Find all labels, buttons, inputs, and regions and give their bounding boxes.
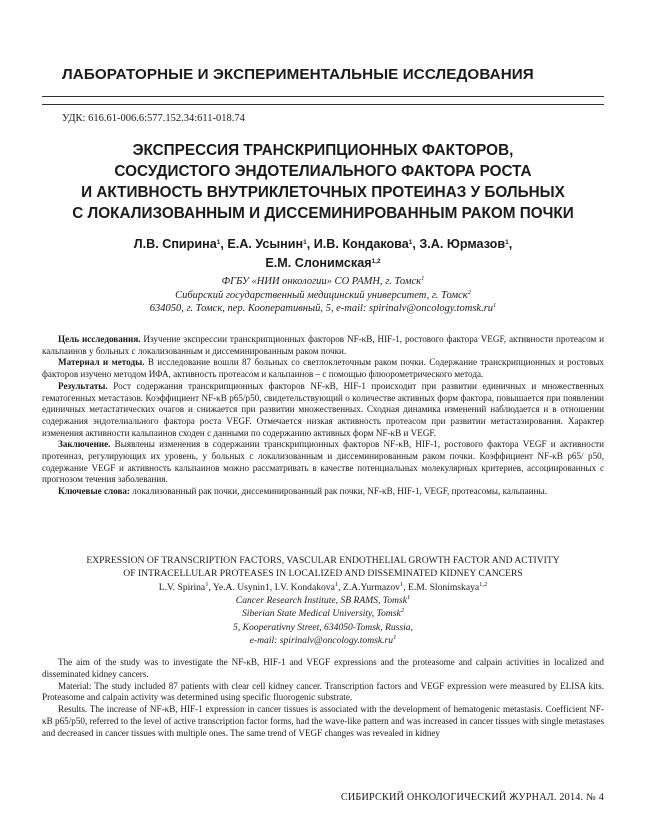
- author-sep: ,: [306, 237, 314, 251]
- article-title: [30, 140, 616, 224]
- abstract-en-paragraph: Results. The increase of NF-κB, HIF-1 expression in cancer tissues is associated with the development of hematogenic metastasis. Coefficient NF-κB p65/p50, referred to the level of active transcription factor forms, had the wave-like pattern and was increased in cancer tissues with single metastases and decreased in cancer tissues with multiple ones. The same trend of VEGF changes was revealed in kidney: [42, 704, 604, 738]
- author-sup: 1: [408, 239, 413, 246]
- author-en-sup: 1: [334, 581, 339, 588]
- abstract-label: Результаты.: [58, 380, 108, 391]
- abstract-en: [42, 657, 604, 740]
- affiliation-en-text: Cancer Research Institute, SB RAMS, Tomsk: [235, 595, 407, 607]
- affiliation-en-text: 5, Kooperativny Street, 634050-Tomsk, Russia,: [233, 621, 413, 633]
- author-en-name: L.V. Spirina: [158, 582, 206, 593]
- author-list: [30, 235, 616, 273]
- author-en-line: [30, 581, 616, 594]
- abstract-en-paragraph: The aim of the study was to investigate the NF-κB, HIF-1 and VEGF expressions and the proteasome and calpain activities in localized and disseminated kidney cancers.: [42, 657, 604, 679]
- authors-en-block: [30, 581, 616, 647]
- affiliations: [30, 275, 616, 316]
- divider-top: [42, 96, 604, 97]
- affiliation-en-text: Siberian State Medical University, Tomsk: [242, 608, 401, 620]
- author-en-sep: ,: [403, 582, 408, 593]
- abstract-paragraph: [42, 334, 604, 357]
- affiliation-line: [30, 289, 616, 303]
- abstract-paragraph: [42, 357, 604, 380]
- affiliation-en-line: [30, 621, 616, 634]
- affiliation-line: [30, 302, 616, 316]
- author-en-sep: ,: [338, 582, 343, 593]
- affiliation-text: Сибирский государственный медицинский университет, г. Томск: [175, 289, 468, 301]
- author-sup: 1: [216, 239, 221, 246]
- abstract-text: локализованный рак почки, диссеминированный рак почки, NF-κB, HIF-1, VEGF, протеасомы, кальпаины.: [129, 486, 547, 497]
- author-en-sup: 1,2: [479, 581, 488, 588]
- affiliation-en-line: [30, 594, 616, 607]
- title-en-line: EXPRESSION OF TRANSCRIPTION FACTORS, VASCULAR ENDOTHELIAL GROWTH FACTOR AND ACTIVITY: [86, 555, 560, 566]
- abstract-text: Изучение экспрессии транскрипционных факторов NF-κB, HIF-1, ростового фактора VEGF, активности протеасом и кальпаинов у больных с локализованным и диссеминированным раком почки.: [42, 334, 604, 356]
- author-en-sup: 1: [205, 581, 209, 588]
- divider-bottom: [42, 104, 604, 105]
- title-line: ЭКСПРЕССИЯ ТРАНСКРИПЦИОННЫХ ФАКТОРОВ,: [132, 142, 514, 159]
- abstract-paragraph: [42, 439, 604, 486]
- author-en-name: E.M. Slonimskaya: [407, 582, 480, 593]
- author-en-name: Z.A.Yurmazov: [342, 582, 400, 593]
- author-name: Л.В. Спирина: [133, 237, 217, 251]
- author-sup: 1,2: [371, 258, 381, 265]
- abstract-label: Цель исследования.: [58, 334, 141, 344]
- affiliation-text: ФГБУ «НИИ онкологии» СО РАМН, г. Томск: [221, 276, 422, 287]
- affiliation-en-sup: 1: [406, 594, 411, 602]
- author-name: З.А. Юрмазов: [419, 237, 506, 251]
- abstract-paragraph: [42, 486, 604, 498]
- abstract-text: Выявлены изменения в содержании транскрипционных факторов NF-κB, HIF-1, ростового фактора VEGF и активности протеиназ, регулирующих их уровень, у больных с локализованным и диссеминированным раком почки. Коэффициент NF-κB p65/ p50, содержание VEGF и активность кальпаинов можно рассматривать в качестве потенциальных молекулярных критериев, ассоциированных с прогнозом течения заболевания.: [42, 439, 604, 485]
- author-name: И.В. Кондакова: [313, 237, 409, 251]
- title-en-line: OF INTRACELLULAR PROTEASES IN LOCALIZED AND DISSEMINATED KIDNEY CANCERS: [123, 567, 523, 579]
- author-sep: ,: [412, 237, 420, 251]
- affiliation-en-sup: 2: [400, 607, 404, 615]
- affiliation-sup: 1: [493, 302, 497, 310]
- author-en-sep: ,: [208, 582, 213, 593]
- author-name: Е.А. Усынин: [227, 237, 304, 251]
- abstract-text: Рост содержания транскрипционных факторов NF-κB, HIF-1 происходит при развитии единичных и множественных гематогенных метастазов. Коэффициент NF-κB p65/p50, свидетельствующий о количестве активных форм фактора, повышается при появлении единичных метастатических очагов и снижается при развитии множественных. Сходная динамика изменений наблюдается и в отношении содержания эндотелиального фактора роста VEGF. Отмечается низкая активность протеасом при развитии метастазирования. Характер изменения активности кальпаинов сходен с данными по содержанию активных форм NF-κB и VEGF.: [42, 380, 604, 438]
- abstract-ru: [42, 334, 604, 498]
- affiliation-en-text: e-mail: spirinalv@oncology.tomsk.ru: [249, 634, 394, 646]
- abstract-label: Материал и методы.: [58, 357, 145, 368]
- title-line: И АКТИВНОСТЬ ВНУТРИКЛЕТОЧНЫХ ПРОТЕИНАЗ У БОЛЬНЫХ: [81, 184, 565, 201]
- abstract-text: В исследование вошли 87 больных со светлоклеточным раком почки. Содержание транскрипционных и ростовых факторов изучено методом ИФА, активность протеасом и кальпаинов – с помощью флюорометрического метода.: [42, 357, 604, 380]
- author-en-sup: 1: [399, 581, 404, 588]
- affiliation-en-line: [30, 634, 616, 647]
- title-line: СОСУДИСТОГО ЭНДОТЕЛИАЛЬНОГО ФАКТОРА РОСТА: [114, 163, 532, 180]
- affiliation-en-sup: 1: [393, 633, 397, 641]
- author-sep: ,: [220, 237, 228, 251]
- author-en-name: Ye.A. Usynin1, I.V. Kondakova: [212, 582, 335, 593]
- abstract-label: Заключение.: [58, 439, 111, 450]
- title-en: [30, 555, 616, 581]
- author-name: Е.М. Слонимская: [265, 256, 372, 270]
- affiliation-en-line: [30, 607, 616, 620]
- abstract-en-paragraph: Material: The study included 87 patients with clear cell kidney cancer. Transcription factors and VEGF expression were measured by ELISA kits. Proteasome and calpain activity was determined using specific fluorogenic substrate.: [42, 680, 604, 703]
- affiliation-text: 634050, г. Томск, пер. Кооперативный, 5, e-mail: spirinalv@oncology.tomsk.ru: [149, 303, 494, 315]
- journal-footer: СИБИРСКИЙ ОНКОЛОГИЧЕСКИЙ ЖУРНАЛ. 2014. № 4: [340, 792, 604, 803]
- section-heading: ЛАБОРАТОРНЫЕ И ЭКСПЕРИМЕНТАЛЬНЫЕ ИССЛЕДОВАНИЯ: [62, 66, 534, 83]
- author-line: [30, 235, 616, 254]
- abstract-paragraph: [42, 381, 604, 440]
- abstract-label: Ключевые слова:: [58, 486, 130, 497]
- author-sup: 1: [505, 239, 509, 246]
- udk-code: УДК: 616.61-006.6:577.152.34:611-018.74: [62, 113, 245, 124]
- affiliation-sup: 2: [467, 288, 471, 296]
- affiliation-line: [30, 275, 616, 289]
- title-line: С ЛОКАЛИЗОВАННЫМ И ДИССЕМИНИРОВАННЫМ РАКОМ ПОЧКИ: [72, 205, 574, 222]
- author-line: [30, 254, 616, 273]
- author-sup: 1: [303, 239, 307, 246]
- author-sep: ,: [508, 237, 513, 251]
- affiliation-sup: 1: [421, 275, 425, 282]
